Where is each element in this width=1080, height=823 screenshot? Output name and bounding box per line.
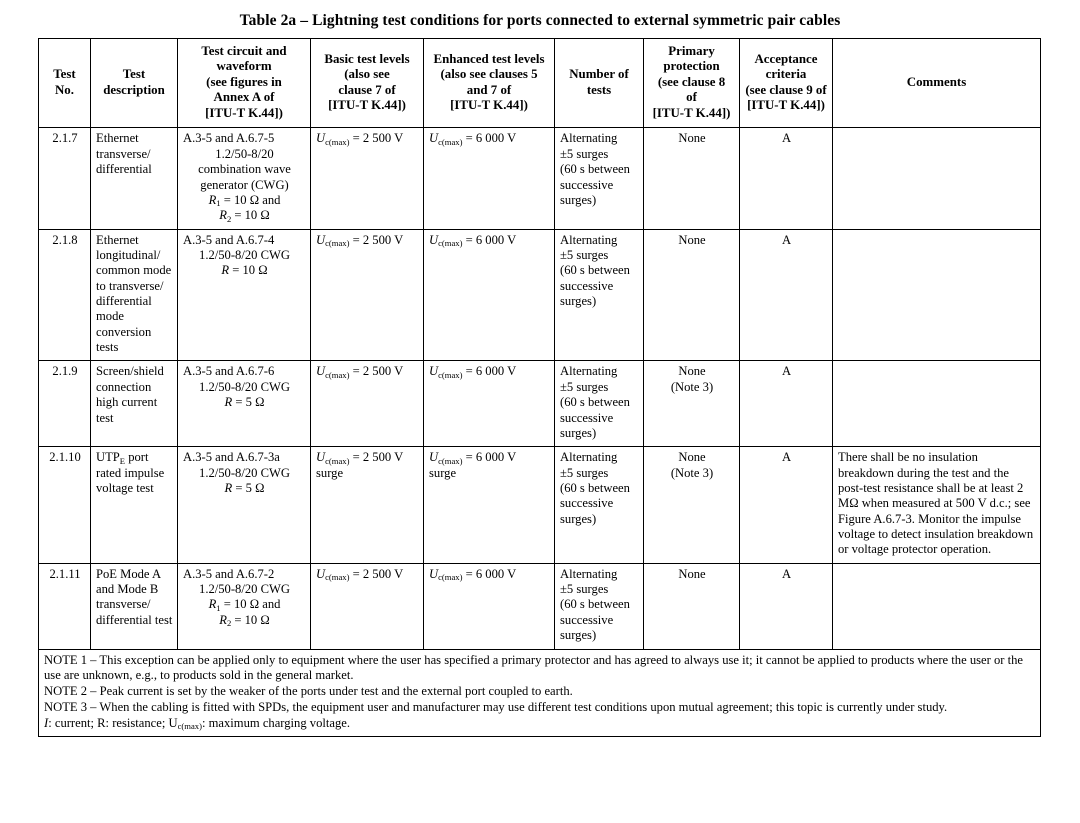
circuit-line: 1.2/50-8/20 CWG — [199, 582, 290, 597]
circuit-resistance-1: $R_1 = 10$ Ω and — [208, 192, 281, 209]
column-header-number-of-tests — [555, 39, 644, 128]
header-line: Test circuit and — [201, 44, 287, 58]
tests-line: ±5 surges — [560, 379, 609, 394]
tests-line: successive — [560, 177, 614, 192]
protection-note-ref: (Note 3) — [670, 465, 714, 480]
tests-line: successive — [560, 278, 614, 293]
header-line: Annex A of — [213, 90, 275, 105]
cell-test-no: 2.1.9 — [39, 361, 91, 447]
cell-test-description: Screen/shield connection high current test — [91, 361, 178, 447]
circuit-line: 1.2/50-8/20 — [215, 146, 274, 161]
cell-test-description: PoE Mode A and Mode B transverse/ differential test — [91, 563, 178, 649]
header-line: Basic test levels — [324, 51, 410, 66]
cell-basic-test-level: $U_{c(max)} = 2$ 500 V — [311, 563, 424, 649]
header-line: Acceptance — [754, 51, 818, 66]
header-line: [ITU-T K.44]) — [328, 98, 406, 113]
enhanced-extra-line: surge — [429, 465, 457, 480]
tests-line: successive — [560, 496, 614, 511]
header-line: Test — [53, 67, 76, 82]
header-line: waveform — [216, 59, 272, 74]
cell-number-of-tests — [555, 361, 644, 447]
circuit-resistance-2: $R_2 = 10$ Ω — [219, 612, 270, 629]
circuit-line: 1.2/50-8/20 CWG — [199, 379, 290, 394]
circuit-line: A.3-5 and A.6.7-5 — [183, 131, 275, 146]
header-line: protection — [663, 59, 720, 74]
cell-primary-protection — [644, 447, 740, 564]
tests-line: Alternating — [560, 566, 618, 581]
cell-test-circuit — [178, 128, 311, 229]
column-header-acceptance-criteria — [740, 39, 833, 128]
header-line: (also see clauses 5 — [440, 67, 538, 82]
circuit-line: A.3-5 and A.6.7-6 — [183, 364, 275, 379]
tests-line: successive — [560, 410, 614, 425]
header-line: tests — [586, 82, 612, 97]
protection-line: None — [678, 232, 706, 247]
circuit-resistance-1: $R_1 = 10$ Ω and — [208, 597, 281, 613]
protection-line: None — [678, 131, 706, 146]
tests-line: ±5 surges — [560, 247, 609, 262]
circuit-resistance-1: R = 10 Ω — [221, 263, 268, 278]
circuit-line: combination wave — [198, 162, 291, 177]
column-header-primary-protection — [644, 39, 740, 128]
column-header-basic-test-levels — [311, 39, 424, 128]
cell-basic-test-level: $U_{c(max)} = 2$ 500 V — [311, 128, 424, 229]
cell-enhanced-test-level: $U_{c(max)} = 6$ 000 V — [424, 229, 555, 361]
header-line: [ITU-T K.44]) — [205, 105, 283, 120]
cell-acceptance-criteria: A — [740, 128, 833, 229]
cell-test-no: 2.1.11 — [39, 563, 91, 649]
cell-test-circuit — [178, 563, 311, 649]
header-line: (see clause 9 of — [745, 82, 827, 97]
tests-line: Alternating — [560, 232, 618, 247]
tests-line: surges) — [560, 511, 597, 526]
table-row — [39, 128, 1041, 229]
cell-test-no: 2.1.7 — [39, 128, 91, 229]
cell-test-no: 2.1.10 — [39, 447, 91, 564]
header-line: (also see — [344, 67, 390, 82]
cell-comments — [833, 563, 1041, 649]
protection-line: None — [678, 566, 706, 581]
header-line: (see clause 8 — [657, 74, 726, 89]
circuit-line: 1.2/50-8/20 CWG — [199, 247, 290, 262]
tests-line: surges) — [560, 628, 597, 643]
cell-enhanced-test-level: $U_{c(max)} = 6$ 000 V — [424, 128, 555, 229]
table-row — [39, 563, 1041, 649]
tests-line: (60 s between — [560, 162, 630, 177]
circuit-line: A.3-5 and A.6.7-4 — [183, 232, 275, 247]
tests-line: Alternating — [560, 450, 618, 465]
header-line: Test — [122, 67, 146, 82]
circuit-resistance-1: R = 5 Ω — [224, 395, 265, 410]
header-line: clause 7 of — [338, 82, 396, 97]
table-caption: Table 2a – Lightning test conditions for ports connected to external symmetric pair cables — [239, 12, 841, 29]
header-line: criteria — [765, 67, 807, 82]
tests-line: ±5 surges — [560, 582, 609, 597]
column-header-comments — [833, 39, 1041, 128]
header-line: Number of — [569, 67, 629, 82]
circuit-resistance-2: $R_2 = 10$ Ω — [219, 208, 270, 224]
note-2: NOTE 2 – Peak current is set by the weaker of the ports under test and the external port coupled to earth. — [44, 683, 573, 698]
cell-number-of-tests — [555, 447, 644, 564]
cell-acceptance-criteria: A — [740, 229, 833, 361]
table-header-row — [39, 39, 1041, 128]
cell-primary-protection — [644, 563, 740, 649]
tests-line: (60 s between — [560, 480, 630, 495]
header-line: Comments — [906, 74, 967, 89]
basic-extra-line: surge — [316, 465, 344, 480]
tests-line: (60 s between — [560, 597, 630, 612]
tests-line: surges) — [560, 294, 597, 309]
tests-line: successive — [560, 612, 614, 627]
column-header-enhanced-test-levels — [424, 39, 555, 128]
cell-acceptance-criteria: A — [740, 563, 833, 649]
tests-line: (60 s between — [560, 395, 630, 410]
cell-enhanced-test-level: $U_{c(max)} = 6$ 000 V — [424, 563, 555, 649]
cell-comments — [833, 229, 1041, 361]
header-line: Primary — [668, 44, 715, 58]
cell-basic-test-level: $U_{c(max)} = 2$ 500 V — [311, 361, 424, 447]
cell-notes — [39, 649, 1041, 737]
cell-test-circuit — [178, 447, 311, 564]
tests-line: Alternating — [560, 364, 618, 379]
cell-enhanced-test-level: $U_{c(max)} = 6$ 000 V — [424, 361, 555, 447]
cell-test-description: Ethernet transverse/ differential — [91, 128, 178, 229]
circuit-line: 1.2/50-8/20 CWG — [199, 465, 290, 480]
tests-line: ±5 surges — [560, 146, 609, 161]
note-1: NOTE 1 – This exception can be applied only to equipment where the user has specified a primary protector and has agreed to always use it; it cannot be applied to products where the user or the use are unknown, e.g., to products sold in the general market. — [44, 652, 1023, 682]
cell-acceptance-criteria: A — [740, 447, 833, 564]
cell-primary-protection — [644, 229, 740, 361]
cell-number-of-tests — [555, 128, 644, 229]
column-header-test-description — [91, 39, 178, 128]
table-row — [39, 361, 1041, 447]
cell-test-circuit — [178, 229, 311, 361]
tests-line: (60 s between — [560, 263, 630, 278]
tests-line: ±5 surges — [560, 465, 609, 480]
tests-line: Alternating — [560, 131, 618, 146]
header-line: No. — [55, 82, 74, 97]
lightning-test-conditions-table — [38, 38, 1041, 737]
header-line: [ITU-T K.44]) — [747, 98, 825, 113]
header-line: and 7 of — [466, 82, 512, 97]
column-header-test-circuit-waveform — [178, 39, 311, 128]
cell-basic-test-level: $U_{c(max)} = 2$ 500 V surge — [311, 447, 424, 564]
cell-primary-protection — [644, 128, 740, 229]
cell-comments — [833, 128, 1041, 229]
table-notes-row — [39, 649, 1041, 737]
protection-note-ref: (Note 3) — [670, 379, 714, 394]
table-row — [39, 229, 1041, 361]
cell-comments: There shall be no insulation breakdown during the test and the post-test resistance shall be at least 2 MΩ when measured at 500 V d.c.; see Figure A.6.7-3. Monitor the impulse voltage to detect insulation breakdown or voltage protector operation. — [833, 447, 1041, 564]
circuit-line: A.3-5 and A.6.7-3a — [183, 450, 280, 465]
header-line: [ITU-T K.44]) — [652, 105, 731, 120]
header-line: [ITU-T K.44]) — [450, 98, 528, 113]
circuit-resistance-1: R = 5 Ω — [224, 480, 265, 495]
header-line: description — [103, 82, 165, 97]
tests-line: surges) — [560, 192, 597, 207]
tests-line: surges) — [560, 425, 597, 440]
column-header-test-no — [39, 39, 91, 128]
note-3: NOTE 3 – When the cabling is fitted with SPDs, the equipment user and manufacturer may use different test conditions upon mutual agreement; this topic is currently under study. — [44, 699, 948, 714]
cell-test-circuit — [178, 361, 311, 447]
header-line: (see figures in — [206, 74, 282, 89]
cell-test-description: Ethernet longitudinal/ common mode to transverse/ differential mode conversion tests — [91, 229, 178, 361]
cell-acceptance-criteria: A — [740, 361, 833, 447]
protection-line: None — [678, 450, 706, 465]
protection-line: None — [678, 364, 706, 379]
notes-legend: I: current; R: resistance; $U_{c(max)}$: maximum charging voltage. — [44, 715, 351, 731]
cell-primary-protection — [644, 361, 740, 447]
header-line: of — [686, 90, 697, 105]
cell-comments — [833, 361, 1041, 447]
cell-basic-test-level: $U_{c(max)} = 2$ 500 V — [311, 229, 424, 361]
cell-number-of-tests — [555, 229, 644, 361]
header-line: Enhanced test levels — [433, 51, 545, 66]
cell-test-description: $UTP_E$ port rated impulse voltage test — [91, 447, 178, 564]
cell-test-no: 2.1.8 — [39, 229, 91, 361]
circuit-line: A.3-5 and A.6.7-2 — [183, 566, 275, 581]
cell-enhanced-test-level: $U_{c(max)} = 6$ 000 V surge — [424, 447, 555, 564]
table-row — [39, 447, 1041, 564]
circuit-line: generator (CWG) — [200, 177, 289, 192]
cell-number-of-tests — [555, 563, 644, 649]
